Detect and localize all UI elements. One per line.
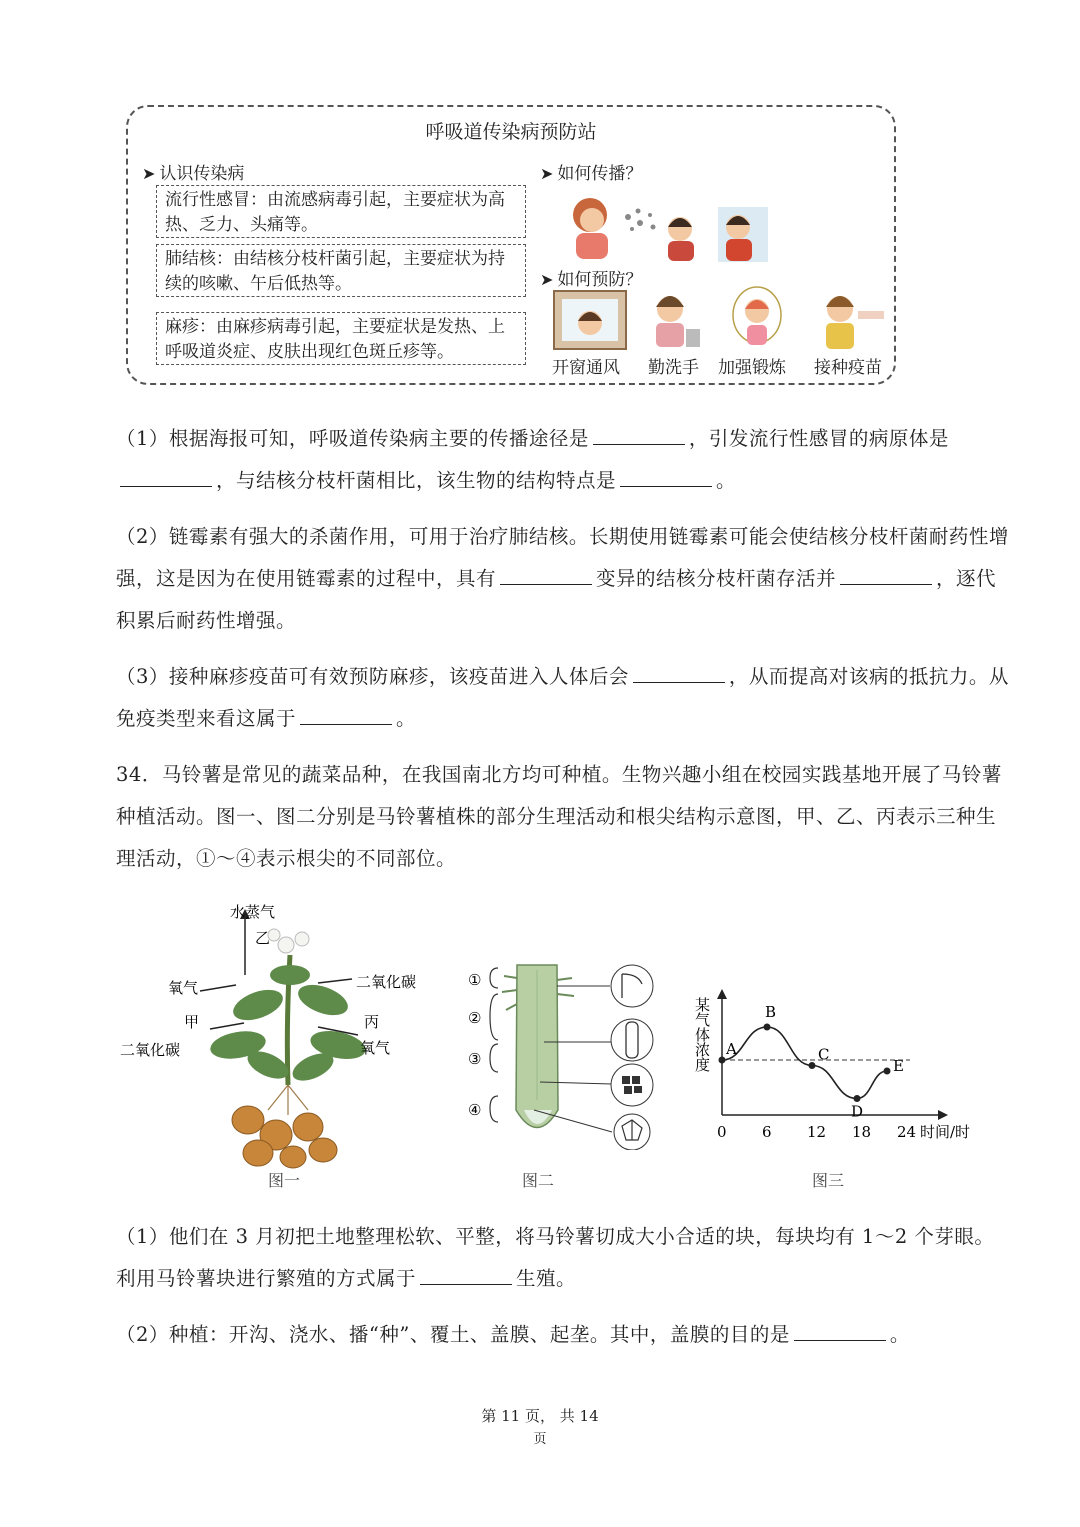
x-axis-arrow-icon xyxy=(938,1110,948,1120)
disease-flu: 流行性感冒：由流感病毒引起，主要症状为高热、乏力、头痛等。 xyxy=(156,185,526,238)
prevention-label-vaccine: 接种疫苗 xyxy=(814,358,882,378)
page-number-suffix: 页 xyxy=(533,1432,547,1447)
data-point-D xyxy=(854,1095,861,1102)
prevention-label-wash: 勤洗手 xyxy=(648,358,699,378)
prevention-label-window: 开窗通风 xyxy=(552,358,620,378)
droplets-icon xyxy=(625,209,656,232)
section-title-spread: ➤ 如何传播？ xyxy=(540,164,643,184)
arrow-icon: ➤ xyxy=(540,164,554,183)
label-jia: 甲 xyxy=(184,1013,200,1031)
disease-measles: 麻疹：由麻疹病毒引起，主要症状是发热、上呼吸道炎症、皮肤出现红色斑丘疹等。 xyxy=(156,312,526,365)
poster-title: 呼吸道传染病预防站 xyxy=(425,121,597,143)
wash-hands-icon xyxy=(656,296,700,347)
data-point-B xyxy=(764,1024,771,1031)
label-bing: 丙 xyxy=(364,1013,380,1031)
x-tick-label: 12 xyxy=(807,1123,827,1141)
prevention-illustrations xyxy=(552,285,892,351)
point-label-E: E xyxy=(893,1057,904,1075)
potato-tuber-icon xyxy=(232,1106,337,1168)
coughing-woman-icon xyxy=(573,198,608,259)
point-label-A: A xyxy=(726,1040,737,1058)
figure3-label: 图三 xyxy=(812,1171,845,1190)
q34-intro: 34．马铃薯是常见的蔬菜品种，在我国南北方均可种植。生物兴趣小组在校园实践基地开展了马铃薯种植活动。图一、图二分别是马铃薯植株的部分生理活动和根尖结构示意图，甲、乙、丙表示三种生理活动，①～④表示根尖的不同部位。 xyxy=(116,763,1002,870)
answer-blank[interactable] xyxy=(840,560,932,585)
label-water-vapor: 水蒸气 xyxy=(230,903,276,921)
exercise-icon xyxy=(733,287,781,345)
answer-blank[interactable] xyxy=(794,1316,886,1341)
section-title-know: ➤ 认识传染病 xyxy=(142,164,245,184)
x-tick-label: 6 xyxy=(762,1123,772,1141)
roots-icon xyxy=(268,1085,308,1115)
arrow-icon: ➤ xyxy=(142,164,156,183)
answer-blank[interactable] xyxy=(420,1260,512,1285)
data-point-E xyxy=(884,1068,891,1075)
figure1-potato-plant xyxy=(118,895,448,1170)
label-oxygen-right: 氧气 xyxy=(360,1039,391,1057)
q34-part1: （1）他们在 3 月初把土地整理松软、平整，将马铃薯切成大小合适的块，每块均有 1～2 个芽眼。利用马铃薯块进行繁殖的方式属于 生殖。 xyxy=(116,1225,995,1290)
part-3: ③ xyxy=(468,1050,482,1068)
q33-part1: （1）根据海报可知，呼吸道传染病主要的传播途径是 ，引发流行性感冒的病原体是，与结核分枝杆菌相比，该生物的结构特点是 。 xyxy=(116,418,1012,502)
data-point-C xyxy=(809,1062,816,1069)
label-yi: 乙 xyxy=(255,929,271,947)
x-tick-label: 24 xyxy=(897,1123,917,1141)
prevention-label-exercise: 加强锻炼 xyxy=(718,358,786,378)
label-co2-right: 二氧化碳 xyxy=(356,973,417,991)
point-label-C: C xyxy=(818,1045,830,1064)
boy-icon xyxy=(668,217,694,261)
point-label-B: B xyxy=(765,1003,777,1021)
answer-blank[interactable] xyxy=(620,462,712,487)
y-axis-arrow-icon xyxy=(717,989,727,999)
x-tick-label: 0 xyxy=(717,1123,727,1141)
figure1-label: 图一 xyxy=(268,1171,301,1190)
x-tick-label: 18 xyxy=(852,1123,872,1141)
figure2-label: 图二 xyxy=(522,1171,555,1190)
x-axis-label: 时间/时 xyxy=(920,1123,971,1141)
answer-blank[interactable] xyxy=(120,462,212,487)
q34-part2: （2）种植：开沟、浇水、播“种”、覆土、盖膜、起垄。其中，盖膜的目的是 。 xyxy=(116,1314,1012,1356)
y-axis-label xyxy=(693,996,711,1072)
sick-boy-icon xyxy=(718,207,768,262)
page-number: 第 11 页， 共 14 xyxy=(481,1407,599,1425)
flower-icon xyxy=(268,929,309,953)
poster-box xyxy=(126,105,896,385)
figure2-root-tip xyxy=(462,960,662,1150)
answer-blank[interactable] xyxy=(593,420,685,445)
answer-blank[interactable] xyxy=(500,560,592,585)
q33-part2: （2）链霉素有强大的杀菌作用，可用于治疗肺结核。长期使用链霉素可能会使结核分枝杆菌耐药性增强，这是因为在使用链霉素的过程中，具有 变异的结核分枝杆菌存活并 ，逐代积累后耐药性增强。 xyxy=(116,525,1009,632)
figure3-chart xyxy=(690,975,995,1150)
part-1: ① xyxy=(468,971,482,989)
answer-blank[interactable] xyxy=(633,658,725,683)
arrow-icon: ➤ xyxy=(540,270,554,289)
label-oxygen-left: 氧气 xyxy=(168,979,199,997)
vaccine-icon xyxy=(826,296,884,349)
section-title-prevent: ➤ 如何预防？ xyxy=(540,270,643,290)
data-point-A xyxy=(719,1057,726,1064)
answer-blank[interactable] xyxy=(300,700,392,725)
point-label-D: D xyxy=(851,1102,864,1121)
concentration-curve xyxy=(722,1027,887,1099)
open-window-icon xyxy=(554,291,626,349)
part-4: ④ xyxy=(468,1101,482,1119)
svg-text:某气体浓度: 某气体浓度 xyxy=(693,997,711,1072)
part-2: ② xyxy=(468,1009,482,1027)
disease-tb: 肺结核：由结核分枝杆菌引起，主要症状为持续的咳嗽、午后低热等。 xyxy=(156,244,526,297)
q33-part3: （3）接种麻疹疫苗可有效预防麻疹，该疫苗进入人体后会 ，从而提高对该病的抵抗力。从免疫类型来看这属于 。 xyxy=(116,656,1012,740)
spread-illustration xyxy=(568,187,768,262)
label-co2-left: 二氧化碳 xyxy=(120,1041,181,1059)
